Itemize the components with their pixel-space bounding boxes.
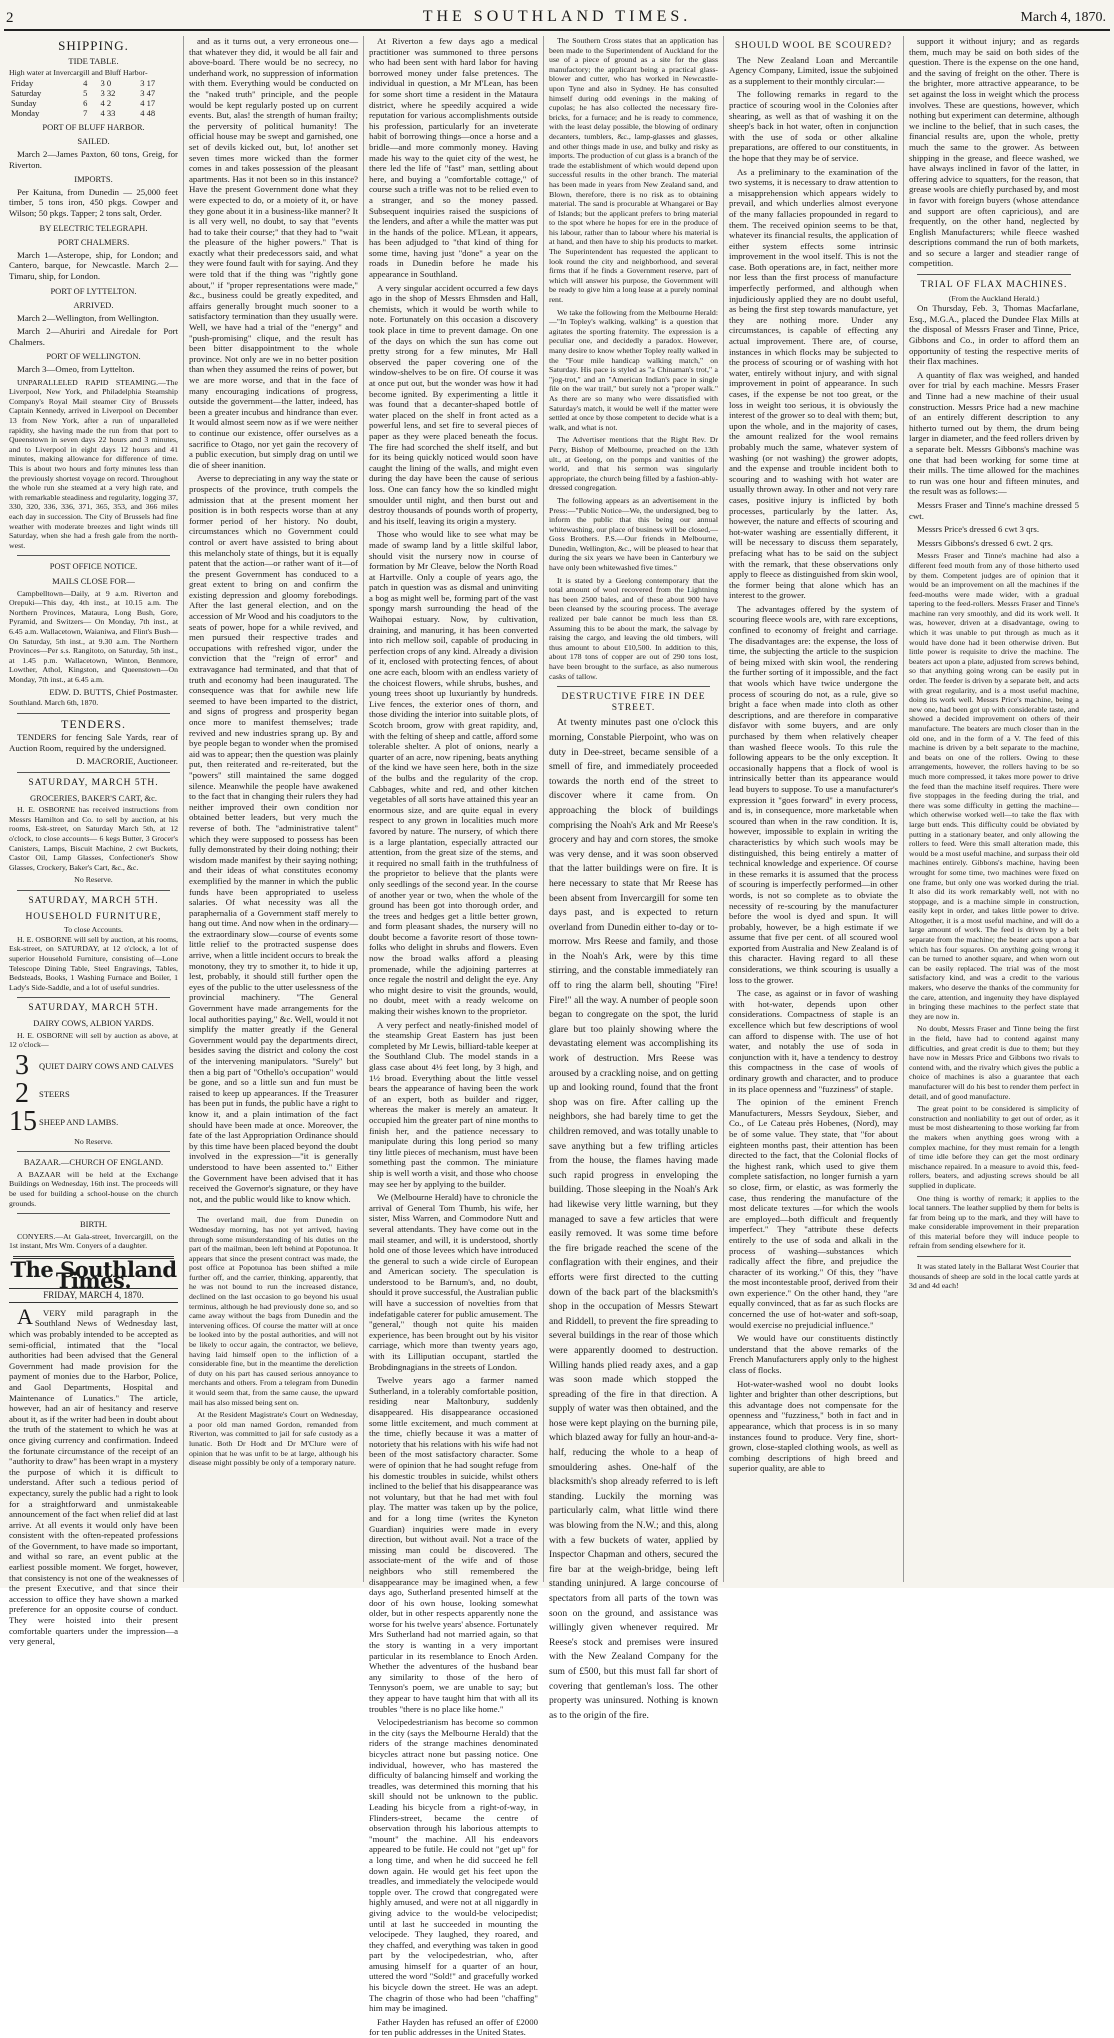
tide-row: Friday 4 3 0 3 17 <box>11 77 156 88</box>
postmaster-signature: EDW. D. BUTTS, Chief Postmaster. <box>49 687 178 698</box>
birth-text: CONYERS.—At Gala-street, Invercargill, on the 1st instant, Mrs Wm. Conyers of a daughter. <box>9 1231 178 1251</box>
divider <box>17 890 170 891</box>
divider <box>17 1151 170 1152</box>
page-number: 2 <box>6 10 14 26</box>
lyttelton-sailed: March 2—Ahuriri and Airedale for Port Chalmers. <box>9 326 178 347</box>
bazaar-heading: BAZAAR.—CHURCH OF ENGLAND. <box>23 1157 164 1168</box>
furniture-heading: HOUSEHOLD FURNITURE, <box>25 911 162 922</box>
flax-result: Messrs Fraser and Tinne's machine dressed 5 cwt. <box>909 499 1079 521</box>
flax-para: Messrs Fraser and Tinne's machine had also a different feed mouth from any of those hitherto used by them. Competent judges are of opinion that it would be an improvement on all the machines if the feed-mouths were made wider, with a gradual tapering to the feed-rollers. Messrs Fraser and Tinne's machine ran very smoothly, and did its work well. It was, however, driven at a disadvantage, owing to which it was unable to put through as much as it would have done had it been otherwise driven. But little power is requisite to drive the machine. The beaters act upon a plate, adjusted from screws behind, so that anything going wrong can be easily put in order. The feeder is driven by a separate belt, and acts with great regularity, and is a most useful machine, doing its work well. Messrs Price's machine, being a new one, had been got up with considerable taste, and showed a decided improvement on others of their manufacture. The beaters are much closer than in the old one, and in the form of a V. The feed of this machine is driven by a belt separate to the machine, and beats on one of the rollers. Owing to these arrangements, however, the rollers having to be so much more compressed, it takes more power to drive the feed than the machine itself requires. There were five stoppages in the feeding during the trial, and there was some difficulty in getting the machine—which otherwise worked well—to take the flax with large butt ends. This difficulty could be obviated by putting in a stationary beater, and only allowing the rollers to feed. Were this small alteration made, this would be a most useful machine, and surpass their old machines entirely. Gibbons's machine, having been wrought for some time, two machines were fixed on one frame, but only one was worked during the trial. It also did its work remarkably well, not with no stoppage, and is a machine simple in construction, easily kept in order, and takes little power to drive. Altogether, it is a most useful machine, and will do a large amount of work. The feed is driven by a belt separate from the machine; the beater acts upon a bar which has four squares. On anything going wrong it can be turned to another square, and when worn out can be easily replaced. The trial was of the most satisfactory kind, and was a credit to the various makers, who deserve the thanks of the community for the care, attention, and ingenuity they have displayed in bringing these machines to the perfect state that they are now in. <box>909 551 1079 1021</box>
lot-item: 3 QUIET DAIRY COWS AND CALVES <box>15 1049 174 1081</box>
flax-para: The great point to be considered is simplicity of construction and nonliability to get out of order, as it must be most disheartening to those working far from the makers when anything goes wrong with a complex machine, for they must remain for a length of time idle before they can get the most ordinary mischance repaired. In a measure to avoid this, feed-rollers, beaters, and adjusting screws should be all supplied in duplicate. <box>909 1104 1079 1190</box>
wool-para: As a preliminary to the examination of the two systems, it is necessary to draw attention to a misapprehension which appears widely to prevail, and which underlies almost everyone of the many fallacies propounded in regard to them. The received opinion seems to be that, whatever its financial results, the application of either system effects some intrinsic improvement in the wool itself. This is not the case. Both operations are, in fact, neither more nor less than the first process of manufacture imperfectly performed, and although when injudiciously applied they are no doubt useful, as being the first step towards manufacture, yet they are nothing more. Under any circumstances, is capable of effecting any actual improvement. There are, of course, instances in which flocks may be subjected to the process of scouring or of washing with hot water, entirely without injury, and with signal improvement in point of appearance. In such cases, if the expense be not too great, or the loss in weight too serious, it is obviously the interest of the grower so to deal with them; but, upon the whole, and in the majority of cases, the amount realized for the wool remains probably much the same, whatever system of washing (or not washing) the grower adopts, and the expense and trouble incident both to scouring and to washing with hot water are usually thrown away. In other and not very rare cases, positive injury is inflicted by both processes, particularly by the latter. As, however, the nature and effects of scouring and hot-water washing are essentially different, it will be necessary to discuss them separately, prefacing what has to be said on the subject with the remark, that these observations only apply to fleece as distinguished from skin wool, the former being that alone which has an interest to the grower. <box>729 166 898 601</box>
flax-para: On Thursday, Feb. 3, Thomas Macfarlane, Esq., M.G.A., placed the Dundee Flax Mills at the disposal of Messrs Fraser and Tinne, Price, Gibbons and Co., in order to afford them an opportunity of testing the respective merits of their flax machines. <box>909 303 1079 367</box>
riverton-article: At Riverton a few days ago a medical practitioner was summoned to three persons who had been sent with hard labor for having borrowed money under false pretences. The individual in question, a Mr M'Lean, has been for some short time a resident in the Mataura district, where he speedily acquired a wide reputation for various accomplishments outside his profession, particularly for an inveterate habit of borrowing things—once a horse and a bridle—and more commonly money. Having made his way to the quiet city of the west, he there led the life of "fast" man, settling about here, and buying a "comfortable cottage," of course such a trifle was not to be relied even to a stranger, and so the money passed. Subsequent inquiries raised the suspicions of the lenders, and after a while the matter was put in the hands of the police. M'Lean, it appears, has been adjudged to "that kind of thing for some time, having just "done" a year on the roads in Dunedin before he made his appearance in Southland. <box>369 36 538 280</box>
birth-heading: BIRTH. <box>79 1219 108 1230</box>
furniture-text: H. E. OSBORNE will sell by auction, at his rooms, Esk-street, on SATURDAY, at 12 o'clock, a lot of superior Household Furniture, consisting of—Lone Telescope Dining Table, Steel Engravings, Tables, Bedsteads, Books, 1 Washing Furnace and Boiler, 1 Lady's Side-Saddle, and a lot of useful sundries. <box>9 934 178 992</box>
sailed-label: SAILED. <box>77 136 110 147</box>
dairy-text: H. E. OSBORNE will sell by auction as above, at 12 o'clock— <box>9 1030 178 1050</box>
tide-heading: TIDE TABLE. <box>68 55 119 66</box>
no-reserve: No Reserve. <box>74 1136 113 1146</box>
saturday-heading-3: SATURDAY, MARCH 5TH. <box>28 1003 159 1014</box>
groceries-text: H. E. OSBORNE has received instructions from Messrs Hamilton and Co. to sell by auction, at his rooms, Esk-street, on Saturday March 5th, at 12 o'clock, to close accounts— 6 kegs Butter, 3 Grocer's Canisters, Lamps, Biscuit Machine, 2 cwt Buckets, Castor Oil, Lamp Glasses, Confectioner's Show Glasses, Crockery, Baker's Cart, &c., &c. <box>9 805 178 872</box>
bluff-imports: Per Kaituna, from Dunedin — 25,000 feet timber, 5 tons iron, 450 pkgs. Cowper and Wilson; 50 pkgs. Tapper; 2 tons salt, Order. <box>9 186 178 218</box>
tide-row: Sunday 6 4 2 4 17 <box>11 97 156 108</box>
column-1 <box>4 36 184 1647</box>
imports-label: IMPORTS. <box>74 174 113 185</box>
whitewash-article: The following appears as an advertisement in the Press:—"Public Notice—We, the undersigned, beg to inform the public that this being our annual whitewashing, our place of business will be closed,—Goss Brothers. P.S.—Our friends in Melbourne, Dunedin, Wellington, &c., will be pleased to hear that during the six years we have been in Canterbury we have only been whitewashed five times." <box>549 495 718 573</box>
paper-title: THE SOUTHLAND TIMES. <box>422 8 692 25</box>
furniture-sub: To close Accounts. <box>63 925 123 935</box>
shipping-heading: SHIPPING. <box>58 38 129 53</box>
no-reserve: No Reserve. <box>74 875 113 885</box>
overland-mail-article: The overland mail, due from Dunedin on Wednesday morning, has not yet arrived, having through some misunderstanding of his duties on the part of the mailman, been left behind at Popotunoa. It appears that since the present contract was made, the post office at Popotunoa has been shifted a mile further off, and the carrier, thinking, apparently, that he was not bound to run the increased distance, declined on the last occasion to go beyond his usual terminus, although he had previously done so, and so came away without the bags from Dunedin and the intervening offices. Of course the matter will at once be looked into by the postal authorities, and will not be likely to occur again, the contractor, we believe, having laid himself open to the infliction of a considerable fine, but in the meantime the dereliction of duty on his part has caused serious annoyance to merchants and others. From a telegram from Dunedin it would seem that, from the same cause, the upward mail has also missed being sent on. <box>189 1215 358 1407</box>
divider <box>17 713 170 714</box>
wool-salvage-article: It is stated by a Geelong contemporary that the total amount of wool recovered from the Lightning has been 2500 bales, and of these about 900 have been cleansed by the scouring process. The average realized per bale cannot be much less than £8. Assuming this to be about the mark, the salvage by raising the cargo, and leaving the old timbers, will thus amount to about £10,500. In addition to this, about 178 tons of copper are out of 290 tons lost, have been brought to the surface, as also numerous casks of tallow. <box>549 575 718 681</box>
lyttelton-arrived: March 2—Wellington, from Wellington. <box>17 312 159 323</box>
model-ship-article: A very perfect and neatly-finished model of the steamship Great Eastern has just been completed by Mr Lewis, billiard-table keeper at the Southland Club. The model stands in a glass case about 4½ feet long, by 3 high, and 1½ broad. Everything about the little vessel bears the appearance of having been the work of an expert, both as builder and rigger, whereas the maker is merely an amateur. It occupied him the greater part of nine months to finish her, and the patience necessary to manipulate during this long period so many tiny little pieces of mechanism, must have been something past the common. The miniature ship is well worth a visit, and those who choose may see her by applying to the builder. <box>369 1019 538 1189</box>
tide-row: Saturday 5 3 32 3 47 <box>11 87 156 98</box>
divider <box>17 997 170 998</box>
groceries-heading: GROCERIES, BAKER'S CART, &c. <box>30 792 157 803</box>
flax-result: Messrs Price's dressed 6 cwt 3 qrs. <box>917 524 1040 535</box>
port-wellington-heading: PORT OF WELLINGTON. <box>46 351 141 362</box>
column-5 <box>724 36 904 1582</box>
wool-para: The opinion of the eminent French Manufacturers, Messrs Seydoux, Sieber, and Co., of Le Cateau près Hobenes, (Nord), may be of some value. They state, that "for about eighteen months past, their attention has been directed to the fact, that the Colonial flocks of the highest rank, which used to give them complete satisfaction, no longer furnish a yarn so close, firm, or elastic, as was formerly the case, thus rendering the manufacture of the most delicate textures —for which the wools are employed—both difficult and frequently imperfect." They "attribute these defects entirely to the use of soda and alkali in the process of washing—substances which radically affect the fibre, and prejudice the character of its working." Of this, they "have the most incontestable proof, derived from their own experience." On the other hand, they "are equally convinced, that as far as such flocks are concerned the use of hot-water and soft-soap, would exercise no prejudicial influence." <box>729 1097 898 1330</box>
wool-intro: The New Zealand Loan and Mercantile Agency Company, Limited, issue the subjoined as a supplement to their monthly circular:— <box>729 54 898 86</box>
divider <box>917 1256 1071 1257</box>
hayden-article: Father Hayden has refused an offer of £2000 for ten public addresses in the United States. <box>369 2016 538 2038</box>
post-office-dateline: Southland. March 6th, 1870. <box>9 698 99 708</box>
court-article: At the Resident Magistrate's Court on Wednesday, a poor old man named Gordon, remanded from Riverton, was committed to jail for safe custody as a lunatic. Both Dr Hodt and Dr M'Clure were of opinion that he was unfit to be at large, although his disease might possibly be only of a temporary nature. <box>189 1410 358 1468</box>
bazaar-text: A BAZAAR will be held at the Exchange Buildings on Wednesday, 16th inst. The proceeds will be used for building a school-house on the church grounds. <box>9 1169 178 1208</box>
wool-continued: support it without injury; and as regards them, much may be said on both sides of the question. There is the expense on the one hand, and the saving of freight on the other. There is the brighter, more attractive appearance, to be set against the loss in weight which the process involves. These are questions, however, which nothing but experiment can determine, although we incline to the belief, that in such cases, the financial results are, upon the whole, pretty much the same to the grower. As between shipping in the grease, and fleece washed, we have always inclined in favor of the latter, in offering advice to squatters, for the reason, that grease wools are chiefly purchased by, and most in favor with foreign buyers (whose attendance and support are often capricious), and are frequently, on the other hand, neglected by English Manufacturers; while fleece washed descriptions command the run of both markets, and so secure a larger and steadier range of competition. <box>909 36 1079 269</box>
tenders-text: TENDERS for fencing Sale Yards, rear of Auction Room, required by the undersigned. <box>9 732 178 753</box>
columns <box>4 36 1110 2038</box>
flax-result: Messrs Gibbons's dressed 6 cwt. 2 qrs. <box>917 537 1053 548</box>
masthead-rule <box>4 29 1110 31</box>
tide-note: High water at Invercargill and Bluff Harbor- <box>9 68 148 78</box>
paper-name: The Southland Times. <box>10 1257 177 1293</box>
flax-para: One thing is worthy of remark; it applies to the local tanners. The leather supplied by them for belts is far from being up to the mark, and they will have to make considerable improvement in their preparation of this material before they will induce people to refrain from sending elsewhere for it. <box>909 1193 1079 1251</box>
flax-para: No doubt, Messrs Fraser and Tinne being the first in the field, have had to contend against many difficulties, and great credit is due to them; but they have now in Messrs Price and Gibbons two rivals to contend with, and the rivalry which gives the public a choice of machines is also a guarantee that each manufacturer will do his best to render them perfect in detail, and of good manufacture. <box>909 1024 1079 1101</box>
saturday-heading-2: SATURDAY, MARCH 5TH. <box>28 895 159 906</box>
wool-para: We would have our constituents distinctly understand that the above remarks of the French Manufacturers apply only to the highest class of flocks. <box>729 1333 898 1376</box>
saturday-heading-1: SATURDAY, MARCH 5TH. <box>28 778 159 789</box>
column-6 <box>904 36 1084 1582</box>
wool-para: The following remarks in regard to the practice of scouring wool in the Colonies after shearing, as well as that of washing it on the sheep's back in hot water, often in conjunction with the use of soda or other alkaline preparations, are offered to our constituents, in the hope that they may be of service. <box>729 89 898 163</box>
steaming-notice: UNPARALLELED RAPID STEAMING.—The Liverpool, New York, and Philadelphia Steamship Company's Royal Mail steamer City of Brussels Captain Kennedy, arrived in Liverpool on December 13 from New York, after a run of unparalleled rapidity, she having made the run from that port to Queenstown in seven days 22 hours and 3 minutes, and to Liverpool in eight days 12 hours and 41 minutes, making allowance for difference of time. This is about two hours and forty minutes less than the previously shortest voyage on record. Throughout the whole run she steamed at a very high rate, and with remarkable steadiness and regularity, logging 37, 330, 320, 336, 336, 371, 365, 353, and 366 miles each day in succession. The City of Brussels had fine weather with moderate breezes and light winds till Saturday, when she had a fresh gale from the north-west. <box>9 377 178 550</box>
mails-list: Campbelltown—Daily, at 9 a.m. Riverton and Orepuki—This day, 4th inst., at 10.15 a.m. The Northern Provinces, Mataura, Long Bush, Gore, Pyramid, and Switzers— On Monday, 7th inst., at 6.45 a.m. Wallacetown, Waianiwa, and Flint's Bush—On Saturday, 5th inst., at 9.30 a.m. The Northern Provinces—Per s.s. Rangitoto, on Saturday, 5th inst., at 1.45 p.m. Wallacetown, Winton, Benmore, Lowther, Athol, Kingston, and Queenstown—On Monday, 7th inst., at 6.45 a.m. <box>9 588 178 684</box>
fire-heading: DESTRUCTIVE FIRE IN DEE STREET. <box>561 692 706 713</box>
tom-thumb-article: We (Melbourne Herald) have to chronicle the arrival of General Tom Thumb, his wife, her sister, Miss Warren, and Commodore Nutt and several attendants. They have come out in the mail steamer, and will, it is understood, shortly hold one of those levees which have introduced the general to such a wide circle of European and American society. The speculation is understood to be Barnum's, and, no doubt, should it prove successful, the Australian public will have a succession of novelties from that indefatigable caterer for public amusement. The "general," though not quite his maiden experience, has been brought out by his visitor carriage, which more than twenty years ago, with its Lilliputian occupant, startled the Brobdingnagians in the streets of London. <box>369 1192 538 1372</box>
page-date: March 4, 1870. <box>1020 10 1106 25</box>
sutherland-article: Twelve years ago a farmer named Sutherland, in a tolerably comfortable position, residing near Maltonbury, suddenly disappeared. His disappearance occasioned some little excitement, and much comment at the time, chiefly because it was a matter of notoriety that his relations with his wife had not been of the most satisfactory character. Some were of opinion that he had sought refuge from his domestic troubles in suicide, whilst others inclined to the belief that his disappearance was not voluntary, but that he had met with foul play. The matter was taken up by the police, and for a long time (writes the Kyneton Guardian) inquiries were made in every direction, but without avail. Not a trace of the missing man could be discovered. The associate-ment of the wife and of those neighbors who still remembered the disappearance may be imagined when, a few days ago, Sutherland presented himself at the door of his own house, looking somewhat older, but in other respects apparently none the worse for his twelve years' absence. Fortunately Mrs Sutherland had not married again, so that the story is wanting in a very important particular in its resemblance to Enoch Arden. Whether the adventures of the husband bear any similarity to those of the hero of Tennyson's poem, we are unable to say; but they appear to have taught him that with all its troubles "there is no place like home." <box>369 1375 538 1714</box>
tide-row: Monday 7 4 33 4 48 <box>11 107 156 118</box>
arrived-label: ARRIVED. <box>73 300 114 311</box>
post-office-heading: POST OFFICE NOTICE. <box>49 561 138 572</box>
flax-para: A quantity of flax was weighed, and handed over for trial by each machine. Messrs Fraser and Tinne had a new machine of their usual construction. Messrs Price had a new machine of an entirely different description to any hitherto turned out by them, the drum being larger in diameter, and the feed rollers driven by a separate belt. Messrs Gibbons's machine was one that had been working for some time at their mills. The time allowed for the machines to run was one hour and fifteen minutes, and the result was as follows:— <box>909 369 1079 497</box>
divider <box>557 686 710 687</box>
bishop-article: The Advertiser mentions that the Right Rev. Dr Perry, Bishop of Melbourne, preached on the 13th ult., at Geelong, on the pomps and vanities of the world, and that his sermon was singularly appropriate, the church being filled by a fashion-ably-dressed congregation. <box>549 435 718 493</box>
mails-close-label: MAILS CLOSE FOR— <box>52 575 135 586</box>
wool-para: The case, as against or in favor of washing with hot-water, depends upon other considerations. Compactness of staple is an excellence which but few descriptions of wool can afford to dispense with. The use of hot water, and notably the use of soda in conjunction with it, have a tendency to destroy this compactness in the case of wools of ordinary growth and character, and to produce in its place openness and "fuzziness" of staple. <box>729 988 898 1094</box>
walking-article: We take the following from the Melbourne Herald:—"In Topley's walking, walking" is a question that agitates the sporting fraternity. The expression is a peculiar one, and decidedly a paradox. However, many desire to know whether Topley really walked in the "Four mile handicap walking match," on Saturday. His pace is styled as "a Chinaman's trot," a "jog-trot," and an "American Indian's pace in single file on the war trail," but surely not a "proper walk." As there are so many who were dissatisfied with Saturday's match, it would be well if the matter were settled at once by those competent to decide what is a walk, and what is not. <box>549 307 718 432</box>
divider <box>17 772 170 773</box>
port-chalmers-heading: PORT CHALMERS. <box>57 237 130 248</box>
velocipede-article: Velocipedestrianism has become so common in the city (says the Melbourne Herald) that the riders of the strange machines denominated bicycles attract none but passing notice. One individual, however, who has mastered the difficulty of balancing himself and working the treadles, was determined this morning that his skill should not be unknown to the public. Leading his bicycle from a right-of-way, in Flinders-street, became the centre of observation through his laborious attempts to "mount" the machine. All his endeavors appeared to be futile. He could not "get up" for a long time, and when he did succeed he fell down again. He would get his feet upon the treadles, and immediately the velocipede would topple over. The crowd that congregated were highly amused, and were not at all niggardly in giving advice to the would-be velocipedist; until at last he succeeded in mounting the velocipede. They laughed, they roared, and they chaffed, and everything was taken in good part by the velocipedestrian, who, after amusing himself for a quarter of an hour, uttered the word "Sold!" and gracefully worked his bicycle down the street. He was an adept. The chagrin of those who had been "chaffing" him may be imagined. <box>369 1717 538 2014</box>
glass-article: The Southern Cross states that an application has been made to the Superintendent of Auckland for the use of a piece of ground as a site for the glass manufactory; the applicant being a practical glass-blower and cutter, who has worked in Newcastle-upon Tyne and also in Sydney. He has consulted himself during odd evenings in the making of cupolas; he has also collected the necessary fire-bricks, for a furnace; and he is ready to commence, with the least delay possible, the blowing of ordinary decanters, tumblers, &c., lamp-glasses and glasses, and other things made in use, and bulky and risky as imports. The production of cut glass is a branch of the trade the establishment of which would depend upon successful results in the other branch. The material has been made in years from New Zealand sand, and Blown, therefore, there is no risk as to obtaining material. The sand is procurable at Whangarei or Bay of Islands; but the applicant prefers to bring material to the spot where he hopes for ere in the produce of his labour, rather than to labour where his material is at hand, and then have to ship his products to market. The Superintendent has requested the applicant to look round the city and neighborhood, and several firms that if he finds a Government reserve, part of which will answer his purpose, the Government will be ready to give him a long lease at a purely nominal rent. <box>549 36 718 305</box>
divider <box>17 1213 170 1214</box>
paper-dateline: FRIDAY, MARCH 4, 1870. <box>9 1288 178 1303</box>
editorial-continued: and as it turns out, a very erroneous one—that whatever they did, it would be all fair and above-board. There would be no secrecy, no underhand work, no suppression of information with them. Everything would be conducted on the "naked truth" principle, and the people would be kept regularly posted up on current events. But, alas! the strength of human frailty; the perversity of political humanity! The official house may be swept and garnished, one set of devils kicked out, but, lo! another set seven times more wicked than the former comes in and takes possession of the pleasant apartments. Has it not been so in this instance? Have the present Government done what they were expected to do, or a moiety of it, or have they gone about it in a business-like manner? It is all very well, no doubt, to say that "events had to take their course;" that they had to "wait the pleasure of the higher powers." That is exactly what their predecessors said, and what they were found fault with for saying. And they were told that if the thing was "rightly gone about," if "proper representations were made," &c., business could be greatly expedited, and affairs generally brought much sooner to a satisfactory termination than they usually were. Well, we have had a trial of the "energy" and "push-promising" clique, and the result has been bitter disappointment to the whole province. Not only are we in no better position than when they assumed the reins of power, but we are more worse, and that in the face of many encouraging indications of progress, outside the government—the latter, indeed, has been a greater incubus and hindrance than ever. It would almost seem now as if we were neither to continue our existence, offer ourselves as a sacrifice to Otago, nor yet gain the recovery of a public execution, but simply drag on until we die of sheer inanition. <box>189 36 358 470</box>
wool-heading: SHOULD WOOL BE SCOURED? <box>734 41 893 51</box>
tide-table <box>9 78 178 118</box>
divider <box>197 1209 350 1210</box>
telegraph-heading: BY ELECTRIC TELEGRAPH. <box>39 222 148 233</box>
closing-note: It was stated lately in the Ballarat West Courier that thousands of sheep are sold in the local cattle yards at 3d and 4d each! <box>909 1262 1079 1291</box>
editorial-text: AVERY mild paragraph in the Southland News of Wednesday last, which was probably intended to be accepted as semi-official, intimated that the "local authorities had been advised that the General Government had made provision for the payment of monies due to the Harbor, Police, and Gaol Departments, Hospital and Maintenance of Lunatics." The article, however, had an air of hesitancy and reserve about it, as if the writer had been in doubt about the truth of the statement to which he was at once giving currency and confirmation. Indeed the fortunate circumstance of the receipt of an "authority to draw" has been wrapt in a mystery the purpose of which it is difficult to understand. After such a tedious period of expectancy, surely the public had a right to look for a straightforward and unmistakeable announcement of the fact when relief did at last arrive. At all events it would only have been consistent with the often-repeated professions of the Government, to have made so important, and withal so rare, an event public at the earliest possible moment. We forget, however, that consistency is not one of the weaknesses of the present Executive, and that since their accession to office they have shown a marked preference for an opposite course of conduct. They were hoisted into their present comfortable quarters under the impression—a very general, <box>9 1303 178 1647</box>
bluff-sailed: March 2—James Paxton, 60 tons, Greig, for Riverton. <box>9 148 178 170</box>
port-bluff-heading: PORT OF BLUFF HARBOR. <box>42 121 145 132</box>
wellington-arrived: March 3—Omeo, from Lyttelton. <box>17 364 135 375</box>
column-2 <box>184 36 364 1582</box>
auctioneer-signature: D. MACRORIE, Auctioneer. <box>76 756 178 767</box>
wool-para: Hot-water-washed wool no doubt looks lighter and brighter than other descriptions, but this advantage does not compensate for the openness and "fuzziness," both in fact and in appearance, which that process is in so many instances found to produce. Very fine, short-grown, close-stapled clothing wools, as well as combing descriptions of high breed and superior quality, are able to <box>729 1378 898 1474</box>
divider <box>917 274 1071 275</box>
dairy-heading: DAIRY COWS, ALBION YARDS. <box>33 1017 154 1028</box>
divider <box>17 555 170 556</box>
accident-article: A very singular accident occurred a few days ago in the shop of Messrs Ehmsden and Hall, chemists, which it would be worth while to note. Fortunately on this occasion a discovery took place in time to prevent damage. On one of the days on which the sun has come out pretty strong for a few minutes, Mr Hall observed the paper covering one of the window-shelves to be on fire. Of course it was at once put out, but the wonder was how it had become ignited. By experimenting a little it was found that a decanter-shaped bottle of water placed on the shelf in front acted as a powerful lens, and set fire to several pieces of paper as they were placed beneath the focus. The fire had scorched the shelf itself, and but for its being quickly noticed would soon have caught the lining of the walls, and might even during the day have been the cause of serious loss. One can fancy how the so kindled might smoulder until night, and then burst out and destroy thousands of pounds worth of property, and his itself, leaving its origin a mystery. <box>369 282 538 526</box>
lot-item: 15 SHEEP AND LAMBS. <box>9 1105 119 1137</box>
tenders-heading: TENDERS. <box>61 716 126 731</box>
nursery-article: Those who would like to see what may be made of swamp land by a little skilful labor, should visit the nursery now in course of formation by Mr Cleave, below the North Road at Hartville. Only a couple of years ago, the patch in question was as dismal and uninviting a bog as might well be, forming part of the vast spongy marsh surrounding the head of the Waihopai estuary. Now, by cultivation, draining, and manuring, it has been converted into rich mellow soil, capable of producing in perfection crops of any kind. Already a division of it, enclosed with protecting fences, of about one acre each, bloom with an endless variety of the choicest flowers, while shrubs, bushes, and young trees shoot up luxuriantly by hundreds. Live fences, the exterior ones of thorn, and those dividing the interior into suitable plots, of Scotch broom, grow with great rapidity, and, with the felting of sheep and cattle, afford some tolerable shelter. A plot of onions, nearly a quarter of an acre, now ripening, beats anything of the kind we have seen here, both in the size of the bulbs and the regularity of the crop. Cabbages, white and red, and other kitchen vegetables of all sorts have attained this year an enormous size, and are quite equal in every respect to any grown in localities much more favored by nature. The nursery, of which there is a large plantation, especially attracted our attention, from the great size of the stems, and it required no small faith in the truthfulness of the proprietor to believe that the plants were only seedlings of the second year. In the course of another year or two, when the whole of the ground has been got into thorough order, and the trees and hedges get a little better grown, and form pleasant shades, the nursery will no doubt become a favorite resort of those town-folks who delight in shrubs and flowers. Even now the broad walks afford a pleasing promenade, while the adjoining parterres at once regale the nostril and delight the eye. Any who might desire to visit the grounds, would, no doubt, meet with a ready welcome on making their wishes known to the proprietor. <box>369 529 538 1017</box>
fire-article: At twenty minutes past one o'clock this morning, Constable Pierpoint, who was on duty in Dee-street, became sensible of a smell of fire, and immediately proceeded towards the north end of the street to discover where it came from. On approaching the block of buildings comprising the Noah's Ark and Mr Reese's grocery and hay and corn stores, the smoke was very dense, and it was soon observed that the latter buildings were on fire. It is here necessary to state that Mr Reese has been absent from Invercargill for some ten days past, and is expected to return overland from Dunedin either to-day or to-morrow. Mrs Reese and family, and those in the Noah's Ark, were by this time stirring, and the constable immediately ran off to ring the alarm bell, shouting "Fire! Fire!" all the way. A number of people soon began to congregate on the spot, the lurid glare but too plainly showing where the devastating element was accomplishing its work of destruction. Mrs Reese was aroused by a crackling noise, and on getting up and looking round, found that the front shop was on fire. After calling up the neighbors, she had barely time to get the children removed, and was totally unable to save anything but a few trifling articles from the house, the flames having made such rapid progress in enveloping the building. Those sleeping in the Noah's Ark had likewise very little warning, but they managed to save a few articles that were easily removed. It was some time before the fire brigade reached the scene of the conflagration with their engines, and their efforts were first directed to the cutting down of the back part of the blacksmith's shop in the occupation of Messrs Stewart and Riddell, to prevent the fire spreading to several buildings in the rear of those which were apparently doomed to destruction. Willing hands plied ready axes, and a gap was soon made which stopped the spreading of the fire in that direction. A supply of water was then obtained, and the hose were kept playing on the burning pile, which blazed away for fully an hour-and-a-half, reducing the whole to a heap of smouldering ashes. One-half of the blacksmith's shop already referred to is left standing. Luckily the morning was particularly calm, what little wind there was blowing from the N.W.; and this, along with a few buckets of water, applied by Inspector Chapman and others, secured the fire bar at the weigh-bridge, being left standing uninjured. A large concourse of spectators from all parts of the town was soon on the ground, and assistance was willingly given whenever required. Mr Reese's stock and premises were insured with the New Zealand Company for the sum of £500, but this must fall far short of covering that gentleman's loss. The other property was uninsured. Nothing is known as to the origin of the fire. <box>549 717 718 1721</box>
flax-source: (From the Auckland Herald.) <box>948 293 1040 303</box>
lot-item: 2 STEERS <box>15 1077 70 1109</box>
port-lyttelton-heading: PORT OF LYTTELTON. <box>50 285 137 296</box>
column-4 <box>544 36 724 1721</box>
flax-heading: TRIAL OF FLAX MACHINES. <box>920 280 1068 291</box>
wool-para: The advantages offered by the system of scouring fleece wools are, with rare exceptions, confined to economy of freight and carriage. The disadvantages are: the expense, the loss of time, the subjecting the article to the suspicion of being mixed with skin wool, the rendering the further sorting of it impossible, and the fact that wools which have twice undergone the process of scouring do not, as a rule, give so bright a face when made into cloth as other descriptions, and are therefore in comparative disfavor with some buyers, and are only purchased by them when relatively cheaper than washed fleece wools. To this rule the following appears to be the only exception. It occasionally happens that a flock of wool is intrinsically better than its appearance would lead buyers to suppose. To use a manufacturer's expression it "goes forward" in every process, and is, in consequence, more marketable when scoured than when in the raw condition. It is, however, impossible to explain in writing the characteristics by which such wools may be distinguished, this being entirely a matter of technical knowledge and experience. Of course in these remarks it is assumed that the process of scouring is imperfectly performed—in other words, is not so complete as to obviate the necessity of re-scouring by the manufacturer before the wool is dyed and spun. It will probably, however, be a high estimate if we assume that five per cent. of all scoured wool exported from Australia and New Zealand is of this character. Having regard to all these considerations, we think scouring is usually a loss to the grower. <box>729 603 898 985</box>
chalmers-sailed: March 1—Asterope, ship, for London; and Cantero, barque, for Newcastle. March 2—Timaru, ship, for London. <box>9 249 178 281</box>
editorial-continued: Averse to depreciating in any way the state or prospects of the province, truth compels the admission that at the present moment her position is in both respects worse than at any former period of her history. No doubt, circumstances which no Government could control or avert have assisted to bring about this melancholy state of things, but it is equally patent that the action—or rather want of it—of the present Government has conduced to a great extent to bring on and confirm the existing depression and gloomy forebodings. After the last general election, and on the accession of Mr Wood and his coadjutors to the seats of power, hope for a while revived, and men pursued their respective trades and occupations with refreshed vigor, under the conviction that the "reign of error" and extravagance had terminated, and that that of truth and economy had been inaugurated. The consequence was that for awhile new life seemed to have been imparted to the district, and signs of progress and prosperity began once more to manifest themselves; trade revived and new industries sprang up. By and bye people began to wonder when the promised aid was to appear; then the question was plainly put, then reiterated and re-reiterated, but the "powers" still maintained the same dogged silence. Meanwhile the people have awakened to the fact that in changing their rulers they had neither improved their own condition nor obtained better leaders, but very much the reverse of both. The "administrative talent" which they were supposed to possess has been fully demonstrated by their doing nothing; their wisdom made manifest by their saying nothing; and their ideas of what constitutes economy exemplified by the manner in which the public funds have been appropriated to useless salaries. Of what necessity was all the paraphernalia of a Government staff merely to hang out time. And now when in the ordinary—the extraordinary slow—course of events some little relief to the protracted suspense does arrive, when a little incident occurs to break the monotony, they try to smother it, to hide it up, lest, probably, it should still further open the eyes of the public to the utter uselessness of the provincial machinery. "The General Government have made arrangements for the local authorities paying," &c. Well, would it not simplify the matter greatly if the General Government would pay the departments direct, besides saving the district and colony the cost of the intervening manipulators. "Surely" but then a big part of "Othello's occupation" would be gone, and so a little sun and fun must be raised to keep up appearances. If the Treasurer has been put in funds, the public have a right to know it, and a plain intimation of the fact should have been made at once. Moreover, the fate of the last Appropriation Ordinance should by this time have been placed beyond the doubt involved in the expression—"it is generally understood to have been assented to." Either the Government have been advised that it has received the Governor's signature, or they have not, and the public would like to know which. <box>189 473 358 1204</box>
column-3 <box>364 36 544 2038</box>
